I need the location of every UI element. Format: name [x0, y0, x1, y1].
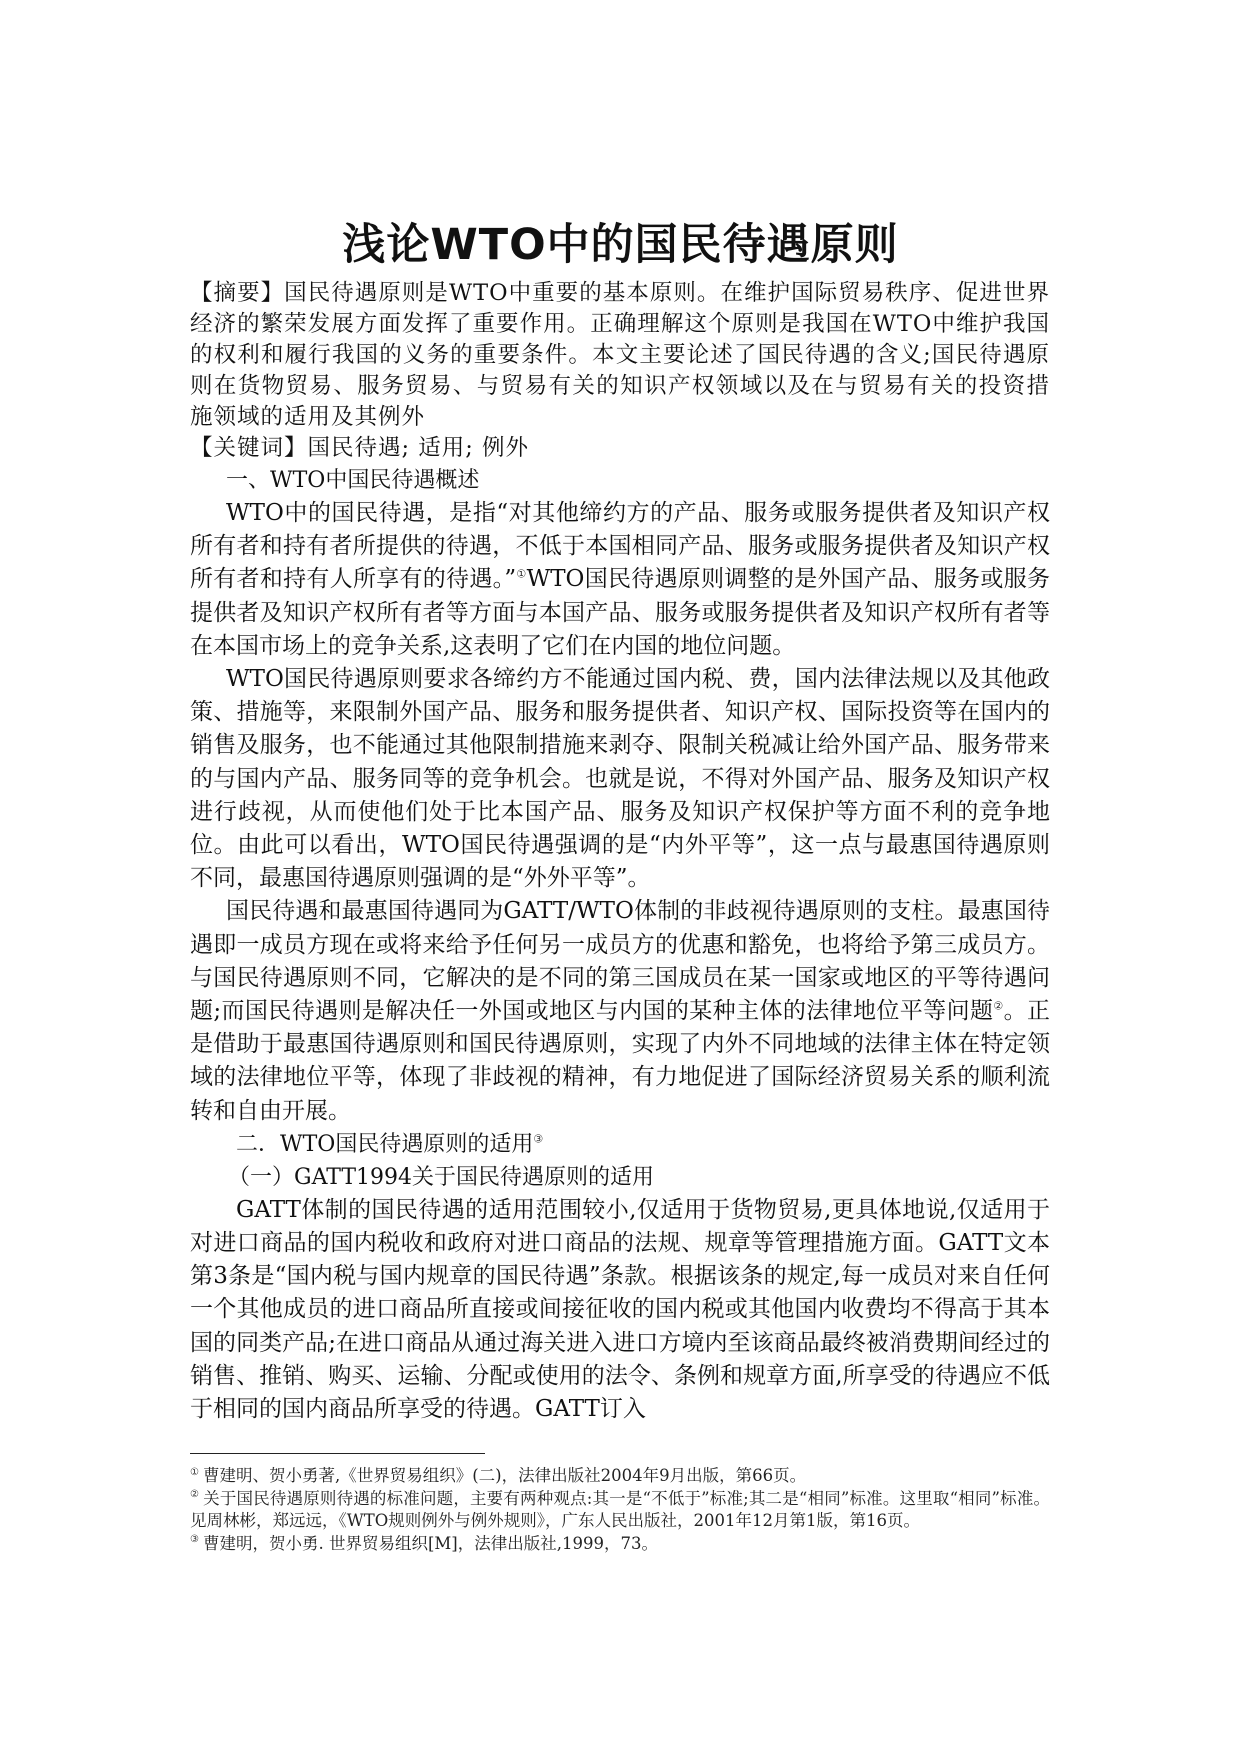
keywords-label: 【关键词】: [190, 435, 308, 461]
section-1-paragraph-1: [190, 497, 1050, 663]
section-2-subheading-1: （一）GATT1994关于国民待遇原则的适用: [228, 1164, 655, 1190]
paragraph-text: WTO中的国民待遇，是指“对其他缔约方的产品、服务或服务提供者及知识产权所有者和持有者所提供的待遇，不低于本国相同产品、服务或服务提供者及知识产权所有者和持有人所享有的待遇。”: [190, 500, 1050, 593]
footnote-1: [190, 1465, 1050, 1488]
paragraph-text: 国民待遇和最惠国待遇同为GATT/WTO体制的非歧视待遇原则的支柱。最惠国待遇即一成员方现在或将来给予任何另一成员方的优惠和豁免，也将给予第三成员方。与国民待遇原则不同，它解决的是不同的第三国成员在某一国家或地区的平等待遇问题;而国民待遇则是解决任一外国或地区与内国的某种主体的法律地位平等问题: [190, 898, 1050, 1025]
heading-text: 二．WTO国民待遇原则的适用: [236, 1131, 534, 1157]
paragraph-text: 。正是借助于最惠国待遇原则和国民待遇原则，实现了内外不同地域的法律主体在特定领域的法律地位平等，体现了非歧视的精神，有力地促进了国际经济贸易关系的顺利流转和自由开展。: [190, 998, 1050, 1124]
abstract-label: 【摘要】: [190, 280, 285, 306]
footnote-ref-3[interactable]: ③: [533, 1132, 544, 1146]
footnote-text: 曹建明、贺小勇著,《世界贸易组织》(二)，法律出版社2004年9月出版，第66页。: [202, 1466, 807, 1485]
footnote-3: [190, 1533, 1050, 1556]
footnote-mark: ③: [190, 1534, 199, 1545]
abstract-text: 国民待遇原则是WTO中重要的基本原则。在维护国际贸易秩序、促进世界经济的繁荣发展方面发挥了重要作用。正确理解这个原则是我国在WTO中维护我国的权利和履行我国的义务的重要条件。本文主要论述了国民待遇的含义;国民待遇原则在货物贸易、服务贸易、与贸易有关的知识产权领域以及在与贸易有关的投资措施领域的适用及其例外: [190, 280, 1050, 430]
paragraph-text: WTO国民待遇原则调整的是外国产品、服务或服务提供者及知识产权所有者等方面与本国产品、服务或服务提供者及知识产权所有者等在本国市场上的竞争关系,这表明了它们在内国的地位问题。: [190, 566, 1050, 659]
footnote-text: 曹建明，贺小勇. 世界贸易组织[M]，法律出版社,1999，73。: [202, 1533, 658, 1553]
footnote-2: [190, 1488, 1050, 1533]
section-2-heading: [190, 1128, 1050, 1161]
page-title: 浅论WTO中的国民待遇原则: [342, 220, 899, 270]
section-1-paragraph-3: [190, 895, 1050, 1127]
footnote-ref-2[interactable]: ②: [993, 999, 1004, 1013]
section-1-heading: 一、WTO中国民待遇概述: [226, 468, 480, 493]
footnote-ref-1[interactable]: ①: [516, 567, 527, 581]
section-1-paragraph-2: WTO国民待遇原则要求各缔约方不能通过国内税、费，国内法律法规以及其他政策、措施等，来限制外国产品、服务和服务提供者、知识产权、国际投资等在国内的销售及服务，也不能通过其他限制措施来剥夺、限制关税减让给外国产品、服务带来的与国内产品、服务同等的竞争机会。也就是说，不得对外国产品、服务及知识产权进行歧视，从而使他们处于比本国产品、服务及知识产权保护等方面不利的竞争地位。由此可以看出，WTO国民待遇强调的是“内外平等”，这一点与最惠国待遇原则不同，最惠国待遇原则强调的是“外外平等”。: [190, 666, 1050, 892]
keywords-text: 国民待遇; 适用; 例外: [307, 435, 529, 461]
keywords: [190, 433, 1050, 464]
footnote-text: 关于国民待遇原则待遇的标准问题，主要有两种观点:其一是“不低于”标准;其二是“相同”标准。这里取“相同”标准。见周林彬，郑远远，《WTO规则例外与例外规则》，广东人民出版社，2001年12月第1版，第16页。: [190, 1488, 1051, 1530]
section-2-paragraph-1: GATT体制的国民待遇的适用范围较小,仅适用于货物贸易,更具体地说,仅适用于对进口商品的国内税收和政府对进口商品的法规、规章等管理措施方面。GATT文本第3条是“国内税与国内规章的国民待遇”条款。根据该条的规定,每一成员对来自任何一个其他成员的进口商品所直接或间接征收的国内税或其他国内收费均不得高于其本国的同类产品;在进口商品从通过海关进入进口方境内至该商品最终被消费期间经过的销售、推销、购买、运输、分配或使用的法令、条例和规章方面,所享受的待遇应不低于相同的国内商品所享受的待遇。GATT订入: [190, 1196, 1050, 1423]
footnote-divider: [190, 1453, 485, 1454]
footnote-mark: ①: [190, 1466, 199, 1478]
document-body: [190, 278, 1050, 1426]
abstract: [190, 278, 1050, 433]
footnotes: [190, 1465, 1050, 1555]
footnote-mark: ②: [190, 1489, 200, 1500]
